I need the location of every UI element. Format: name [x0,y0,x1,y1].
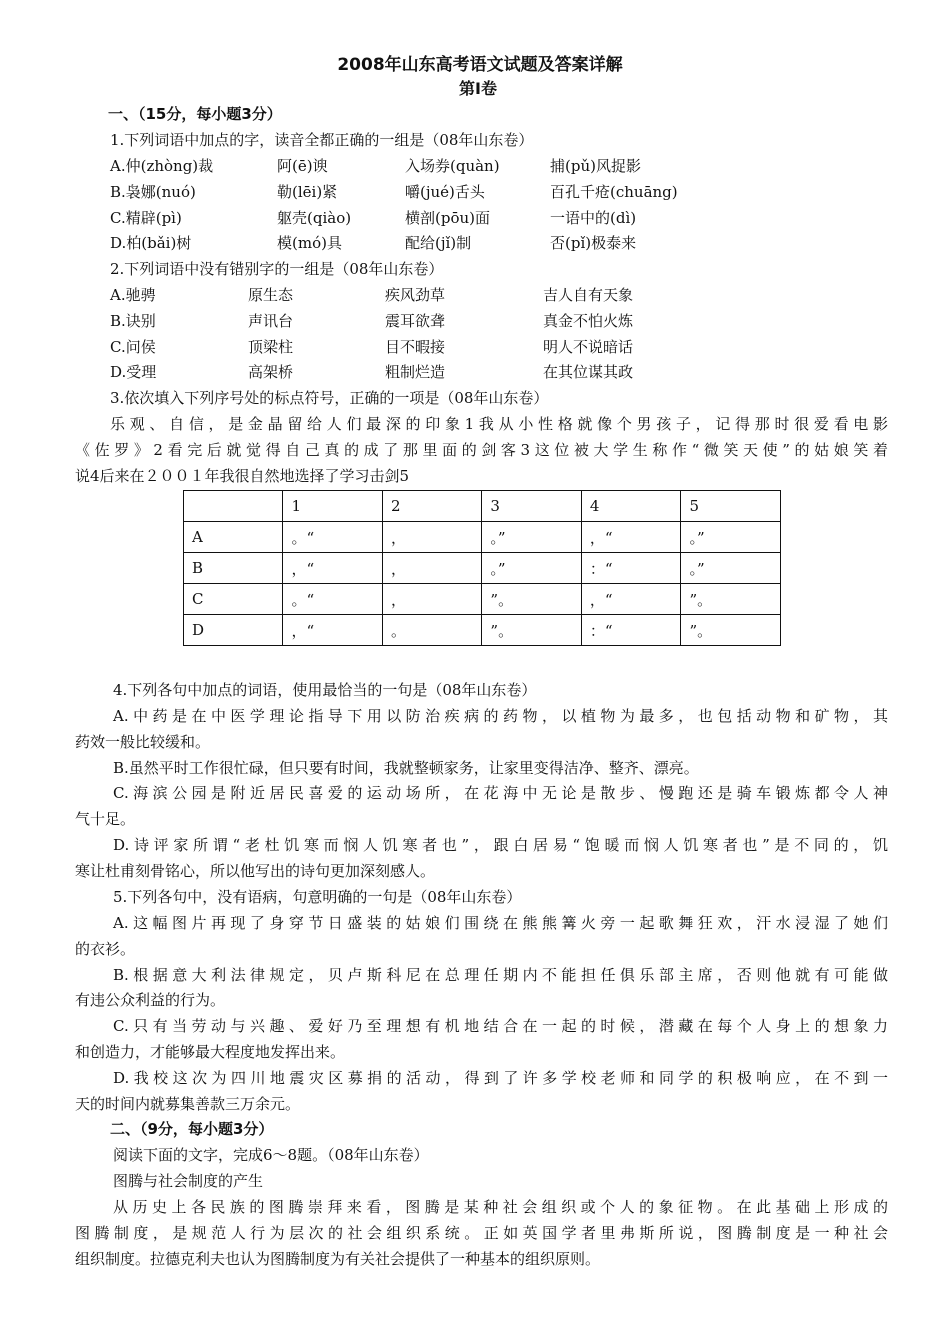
paragraph-line: 组织制度。拉德克利夫也认为图腾制度为有关社会提供了一种基本的组织原则。 [75,1250,601,1268]
table-cell: B [184,553,283,584]
table-cell [184,491,283,522]
option-row [0,359,950,385]
table-cell: 。” [681,522,781,553]
table-cell: 。 [382,615,481,646]
paragraph-line: 从历史上各民族的图腾崇拜来看，图腾是某种社会组织或个人的象征物。在此基础上形成的 [113,1198,888,1216]
option-line: D.我校这次为四川地震灾区募捐的活动，得到了许多学校老师和同学的积极响应，在不到一 [113,1068,888,1087]
table-cell: 3 [482,491,582,522]
table-row [184,553,781,584]
option-item: 横剖(pōu)面 [405,208,490,227]
option-line: 和创造力，才能够最大程度地发挥出来。 [75,1043,346,1061]
option-row [0,230,950,256]
option-item: 入场券(quàn) [405,157,500,175]
option-row [0,153,950,179]
table-cell: 。” [681,553,781,584]
volume-title: 第Ⅰ卷 [459,79,497,98]
option-item: 在其位谋其政 [543,363,634,382]
option-line: C.海滨公园是附近居民喜爱的运动场所，在花海中无论是散步、慢跑还是骑车锻炼都令人神 [113,784,888,803]
section-heading: 二、（9分，每小题3分） [110,1120,274,1138]
article-title: 图腾与社会制度的产生 [113,1172,264,1190]
option-item: 顶梁柱 [248,337,294,356]
option-item: 声讯台 [248,311,294,330]
table-cell: ：“ [581,553,681,584]
option-item: 真金不怕火炼 [543,311,634,330]
option-row [0,334,950,360]
option-item: D.受理 [110,363,157,382]
option-line: 的衣衫。 [75,939,136,958]
option-item: 嚼(jué)舌头 [405,182,485,201]
question-stem: 2.下列词语中没有错别字的一组是（08年山东卷） [110,260,444,278]
option-item: 阿(ē)谀 [277,157,328,175]
table-row [184,522,781,553]
option-item: B.诀别 [110,311,156,330]
table-cell: D [184,615,283,646]
section-heading: 一、（15分，每小题3分） [108,105,282,123]
table-row [184,615,781,646]
table-header-row [184,491,781,522]
option-item: 一语中的(dì) [550,208,637,227]
option-item: B.袅娜(nuó) [110,182,196,201]
question-stem: 5.下列各句中，没有语病，句意明确的一句是（08年山东卷） [113,888,522,906]
paragraph-line: 图腾制度，是规范人行为层次的社会组织系统。正如英国学者里弗斯所说，图腾制度是一种社会 [75,1224,888,1242]
passage-line: 说4后来在２００１年我很自然地选择了学习击剑5 [75,467,410,485]
option-line: 药效一般比较缓和。 [75,732,211,751]
option-item: C.精辟(pì) [110,208,182,227]
question-stem: 4.下列各句中加点的词语，使用最恰当的一句是（08年山东卷） [113,681,537,699]
question-stem: 1.下列词语中加点的字，读音全都正确的一组是（08年山东卷） [110,131,534,149]
option-item: 模(mó)具 [277,234,342,253]
option-line: 气十足。 [75,810,136,829]
table-row [184,584,781,615]
option-item: 捕(pǔ)风捉影 [550,157,641,175]
table-cell: 。” [482,553,582,584]
table-cell: ”。 [482,584,582,615]
option-item: 吉人自有天象 [543,286,634,304]
table-cell: ，“ [581,584,681,615]
table-cell: ，“ [283,553,383,584]
passage-line: 《佐罗》2看完后就觉得自己真的成了那里面的剑客3这位被大学生称作“微笑天使”的姑娘笑着 [75,441,888,459]
option-line: 寒让杜甫刻骨铭心，所以他写出的诗句更加深刻感人。 [75,861,436,880]
option-item: 勒(lēi)紧 [277,182,338,201]
passage-line: 乐观、自信，是金晶留给人们最深的印象1我从小性格就像个男孩子，记得那时很爱看电影 [110,415,888,433]
option-row [0,179,950,205]
table-cell: 。“ [283,522,383,553]
table-cell: ，“ [581,522,681,553]
table-cell: 1 [283,491,383,522]
option-item: D.柏(bǎi)树 [110,234,192,253]
option-item: 配给(jǐ)制 [405,234,472,253]
option-item: A.驰骋 [110,286,156,304]
table-cell: A [184,522,283,553]
option-line: B.虽然平时工作很忙碌，但只要有时间，我就整顿家务，让家里变得洁净、整齐、漂亮。 [113,758,699,777]
option-line: A.这幅图片再现了身穿节日盛装的姑娘们围绕在熊熊篝火旁一起歌舞狂欢，汗水浸湿了她们 [113,914,888,932]
option-item: 疾风劲草 [385,286,446,304]
table-cell: 4 [581,491,681,522]
option-item: 震耳欲聋 [385,311,446,330]
option-line: A.中药是在中医学理论指导下用以防治疾病的药物，以植物为最多，也包括动物和矿物，其 [113,707,888,725]
question-stem: 3.依次填入下列序号处的标点符号，正确的一项是（08年山东卷） [110,389,549,407]
table-cell: 2 [382,491,481,522]
option-line: 有违公众利益的行为。 [75,991,226,1010]
option-line: 天的时间内就募集善款三万余元。 [75,1094,301,1113]
option-item: A.仲(zhòng)裁 [110,157,214,175]
punctuation-table [183,490,781,646]
option-item: 躯壳(qiào) [277,208,352,227]
table-cell: ”。 [482,615,582,646]
option-item: 原生态 [248,286,294,304]
table-cell: 。” [482,522,582,553]
option-item: 否(pǐ)极泰来 [550,234,637,253]
option-item: C.问侯 [110,337,156,356]
option-item: 百孔千疮(chuāng) [550,182,678,201]
table-cell: ， [382,584,481,615]
option-item: 高架桥 [248,363,294,382]
option-row [0,205,950,231]
table-cell: ”。 [681,615,781,646]
reading-intro: 阅读下面的文字，完成6～8题。（08年山东卷） [113,1146,429,1164]
option-line: C.只有当劳动与兴趣、爱好乃至理想有机地结合在一起的时候，潜藏在每个人身上的想象力 [113,1017,888,1036]
table-cell: ：“ [581,615,681,646]
document-title: 2008年山东高考语文试题及答案详解 [337,55,623,75]
option-item: 粗制烂造 [385,363,446,382]
table-cell: ， [382,522,481,553]
option-line: D.诗评家所谓“老杜饥寒而悯人饥寒者也”，跟白居易“饱暖而悯人饥寒者也”是不同的，饥 [113,836,888,854]
table-cell: 5 [681,491,781,522]
table-cell: ，“ [283,615,383,646]
option-item: 目不暇接 [385,337,446,356]
table-cell: ， [382,553,481,584]
option-row [0,308,950,334]
table-cell: ”。 [681,584,781,615]
option-item: 明人不说暗话 [543,337,634,356]
table-cell: C [184,584,283,615]
option-row [0,282,950,308]
option-line: B.根据意大利法律规定，贝卢斯科尼在总理任期内不能担任俱乐部主席，否则他就有可能做 [113,965,888,984]
table-cell: 。“ [283,584,383,615]
